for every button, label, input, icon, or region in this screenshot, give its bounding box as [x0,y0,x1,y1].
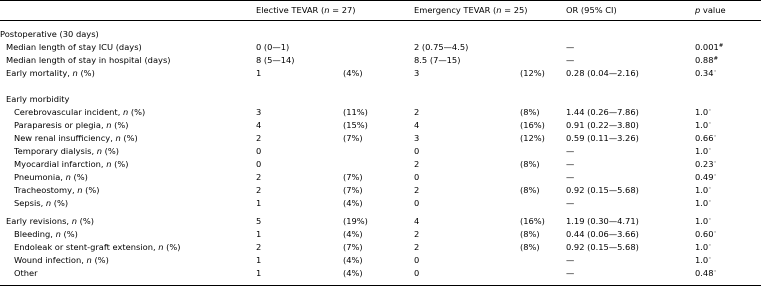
table-row [0,106,761,119]
row-label-tail: (%) [163,242,181,252]
p-value-text: 1.0 [695,185,709,195]
row-label-n: n [65,172,71,182]
emergency-count: 2 [414,159,420,169]
odds-ratio: 0.44 (0.06—3.66) [566,229,639,239]
row-label-tail: (%) [111,120,129,130]
p-value-marker: # [713,56,719,62]
row-label-text: Median length of stay ICU (days) [6,42,142,52]
row-label-tail: (%) [120,133,138,143]
p-value-text: 0.49 [695,172,714,182]
elective-count: 2 [256,133,262,143]
row-label [14,132,138,145]
table-row [0,184,761,197]
table-row [0,67,761,80]
p-value-marker: ◦ [713,69,717,75]
odds-ratio: — [566,255,575,265]
elective-pct: (19%) [343,216,368,226]
row-label-n: n [106,159,112,169]
p-value [695,67,717,80]
row-label-text: Early revisions, [6,216,72,226]
row-label-text: Other [14,268,38,278]
table-row [0,119,761,132]
p-value-marker: ◦ [708,186,712,192]
row-label-text: New renal insufficiency, [14,133,116,143]
p-value-text: 0.60 [695,229,714,239]
p-value [695,54,718,67]
elective-count: 2 [256,172,262,182]
row-label-text: Early mortality, [6,68,73,78]
table-row [0,145,761,158]
elective-pct: (4%) [343,268,363,278]
row-label [14,184,100,197]
section-postop [0,28,761,41]
p-value-text: 0.34 [695,68,714,78]
elective-count: 1 [256,229,262,239]
table-row [0,228,761,241]
emergency-count: 8.5 (7—15) [414,55,461,65]
emergency-count: 0 [414,146,420,156]
odds-ratio: — [566,55,575,65]
elective-count: 4 [256,120,262,130]
p-value-text: 1.0 [695,107,709,117]
row-label [6,41,142,54]
row-label [14,171,88,184]
p-value-text: 1.0 [695,255,709,265]
odds-ratio: 1.19 (0.30—4.71) [566,216,639,226]
row-label-n: n [96,146,103,156]
odds-ratio: 1.44 (0.26—7.86) [566,107,639,117]
emergency-pct: (8%) [520,242,540,252]
row-label-tail: (%) [70,172,88,182]
emergency-count: 3 [414,133,420,143]
p-value-text: 1.0 [695,242,709,252]
emergency-count: 2 (0.75—4.5) [414,42,469,52]
elective-count: 2 [256,185,262,195]
p-value-marker: ◦ [708,121,712,127]
emergency-pct: (16%) [520,216,545,226]
elective-count: 5 [256,216,262,226]
table-row [0,41,761,54]
emergency-count: 2 [414,229,420,239]
odds-ratio: 0.92 (0.15—5.68) [566,242,639,252]
row-label-text: Median length of stay in hospital (days) [6,55,171,65]
row-label-text: Wound infection, [14,255,87,265]
header-row [0,4,761,17]
elective-pct: (7%) [343,242,363,252]
p-value-text: 0.001 [695,42,719,52]
elective-pct: (15%) [343,120,368,130]
p-value [695,267,717,280]
row-label [6,67,95,80]
row-label-text: Endoleak or stent-graft extension, [14,242,159,252]
p-value-marker: ◦ [708,256,712,262]
header-emergency: Emergency TEVAR (n = 25) [414,5,528,15]
elective-pct: (4%) [343,198,363,208]
row-label-text: Tracheostomy, [14,185,78,195]
emergency-pct: (8%) [520,229,540,239]
p-value-marker: ◦ [708,243,712,249]
row-label-text: Myocardial infarction, [14,159,107,169]
emergency-pct: (8%) [520,107,540,117]
elective-pct: (4%) [343,255,363,265]
p-value [695,145,711,158]
elective-pct: (7%) [343,172,363,182]
table-row [0,54,761,67]
row-label [14,267,38,280]
row-label-text: Paraparesis or plegia, [14,120,107,130]
odds-ratio: — [566,172,575,182]
emergency-count: 2 [414,107,420,117]
emergency-count: 0 [414,268,420,278]
p-value [695,132,717,145]
p-value-text: 0.23 [695,159,714,169]
elective-count: 2 [256,242,262,252]
row-label-tail: (%) [82,185,100,195]
row-label [14,119,128,132]
row-label [14,158,128,171]
elective-count: 1 [256,68,262,78]
row-label-n: n [71,216,77,226]
p-value [695,215,711,228]
emergency-count: 4 [414,120,420,130]
row-label-tail: (%) [128,107,146,117]
emergency-pct: (16%) [520,120,545,130]
p-value-marker: ◦ [708,199,712,205]
elective-count: 1 [256,198,262,208]
odds-ratio: — [566,42,575,52]
elective-count: 0 (0—1) [256,42,290,52]
emergency-pct: (8%) [520,185,540,195]
table-row [0,254,761,267]
odds-ratio: — [566,198,575,208]
elective-count: 3 [256,107,262,117]
p-value-text: 1.0 [695,216,709,226]
p-value-marker: ◦ [713,134,717,140]
p-value-marker: ◦ [713,269,717,275]
row-label [14,145,119,158]
table-row [0,132,761,145]
emergency-count: 0 [414,172,420,182]
row-label-tail: (%) [76,216,94,226]
emergency-count: 0 [414,255,420,265]
row-label [14,197,68,210]
elective-pct: (7%) [343,185,363,195]
row-label-n: n [106,120,112,130]
row-label [6,54,171,67]
odds-ratio: 0.59 (0.11—3.26) [566,133,639,143]
p-value-marker: ◦ [713,230,717,236]
row-label-n: n [72,68,78,78]
p-value-marker: # [718,43,724,49]
table-row [0,171,761,184]
emergency-count: 2 [414,242,420,252]
elective-pct: (7%) [343,133,363,143]
p-value [695,158,717,171]
row-label-tail: (%) [111,159,129,169]
p-value [695,171,717,184]
header-elective: Elective TEVAR (n = 27) [256,5,356,15]
row-label [14,228,78,241]
row-label-text: Temporary dialysis, [14,146,97,156]
p-value-text: 0.66 [695,133,714,143]
emergency-pct: (12%) [520,133,545,143]
emergency-count: 4 [414,216,420,226]
p-value [695,228,717,241]
row-label [6,215,94,228]
table-row [0,197,761,210]
row-label-n: n [158,242,164,252]
p-value [695,41,723,54]
row-label-text: Sepsis, [14,198,46,208]
row-label-n: n [55,229,61,239]
odds-ratio: — [566,159,575,169]
emergency-count: 0 [414,198,420,208]
elective-count: 0 [256,146,262,156]
elective-count: 1 [256,255,262,265]
row-label [14,241,181,254]
row-label-tail: (%) [102,146,120,156]
p-value [695,184,711,197]
top-rule [0,0,761,1]
elective-pct: (4%) [343,229,363,239]
row-label-n: n [115,133,121,143]
row-label-n: n [122,107,129,117]
header-or: OR (95% CI) [566,5,617,15]
bottom-rule [0,285,761,286]
p-value-text: 1.0 [695,120,709,130]
p-value-marker: ◦ [713,173,717,179]
p-value-text: 1.0 [695,146,709,156]
odds-ratio: 0.92 (0.15—5.68) [566,185,639,195]
p-value-marker: ◦ [713,160,717,166]
row-label-text: Pneumonia, [14,172,66,182]
odds-ratio: — [566,268,575,278]
header-p: p value [695,5,726,15]
row-label-n: n [86,255,92,265]
elective-count: 8 (5—14) [256,55,295,65]
table-row [0,241,761,254]
p-value-text: 0.88 [695,55,714,65]
elective-pct: (11%) [343,107,368,117]
p-value [695,241,711,254]
elective-count: 1 [256,268,262,278]
row-label-tail: (%) [60,229,78,239]
emergency-count: 3 [414,68,420,78]
p-value [695,254,711,267]
section-label: Early morbidity [6,94,70,104]
table-row [0,158,761,171]
row-label-tail: (%) [91,255,109,265]
p-value-text: 1.0 [695,198,709,208]
row-label-text: Cerebrovascular incident, [14,107,123,117]
table-row [0,215,761,228]
elective-pct: (4%) [343,68,363,78]
header-rule [0,20,761,21]
row-label [14,106,145,119]
row-label-text: Bleeding, [14,229,56,239]
p-value-text: 0.48 [695,268,714,278]
section-label: Postoperative (30 days) [0,29,99,39]
row-label-tail: (%) [77,68,95,78]
emergency-pct: (8%) [520,159,540,169]
p-value-marker: ◦ [708,217,712,223]
emergency-count: 2 [414,185,420,195]
odds-ratio: — [566,146,575,156]
p-value [695,197,711,210]
row-label-n: n [77,185,83,195]
row-label-n: n [45,198,52,208]
elective-count: 0 [256,159,262,169]
emergency-pct: (12%) [520,68,545,78]
p-value-marker: ◦ [708,147,712,153]
section-morbidity [0,93,761,106]
p-value [695,119,711,132]
odds-ratio: 0.91 (0.22—3.80) [566,120,639,130]
table-row [0,267,761,280]
row-label [14,254,109,267]
odds-ratio: 0.28 (0.04—2.16) [566,68,639,78]
p-value-marker: ◦ [708,108,712,114]
p-value [695,106,711,119]
row-label-tail: (%) [51,198,69,208]
